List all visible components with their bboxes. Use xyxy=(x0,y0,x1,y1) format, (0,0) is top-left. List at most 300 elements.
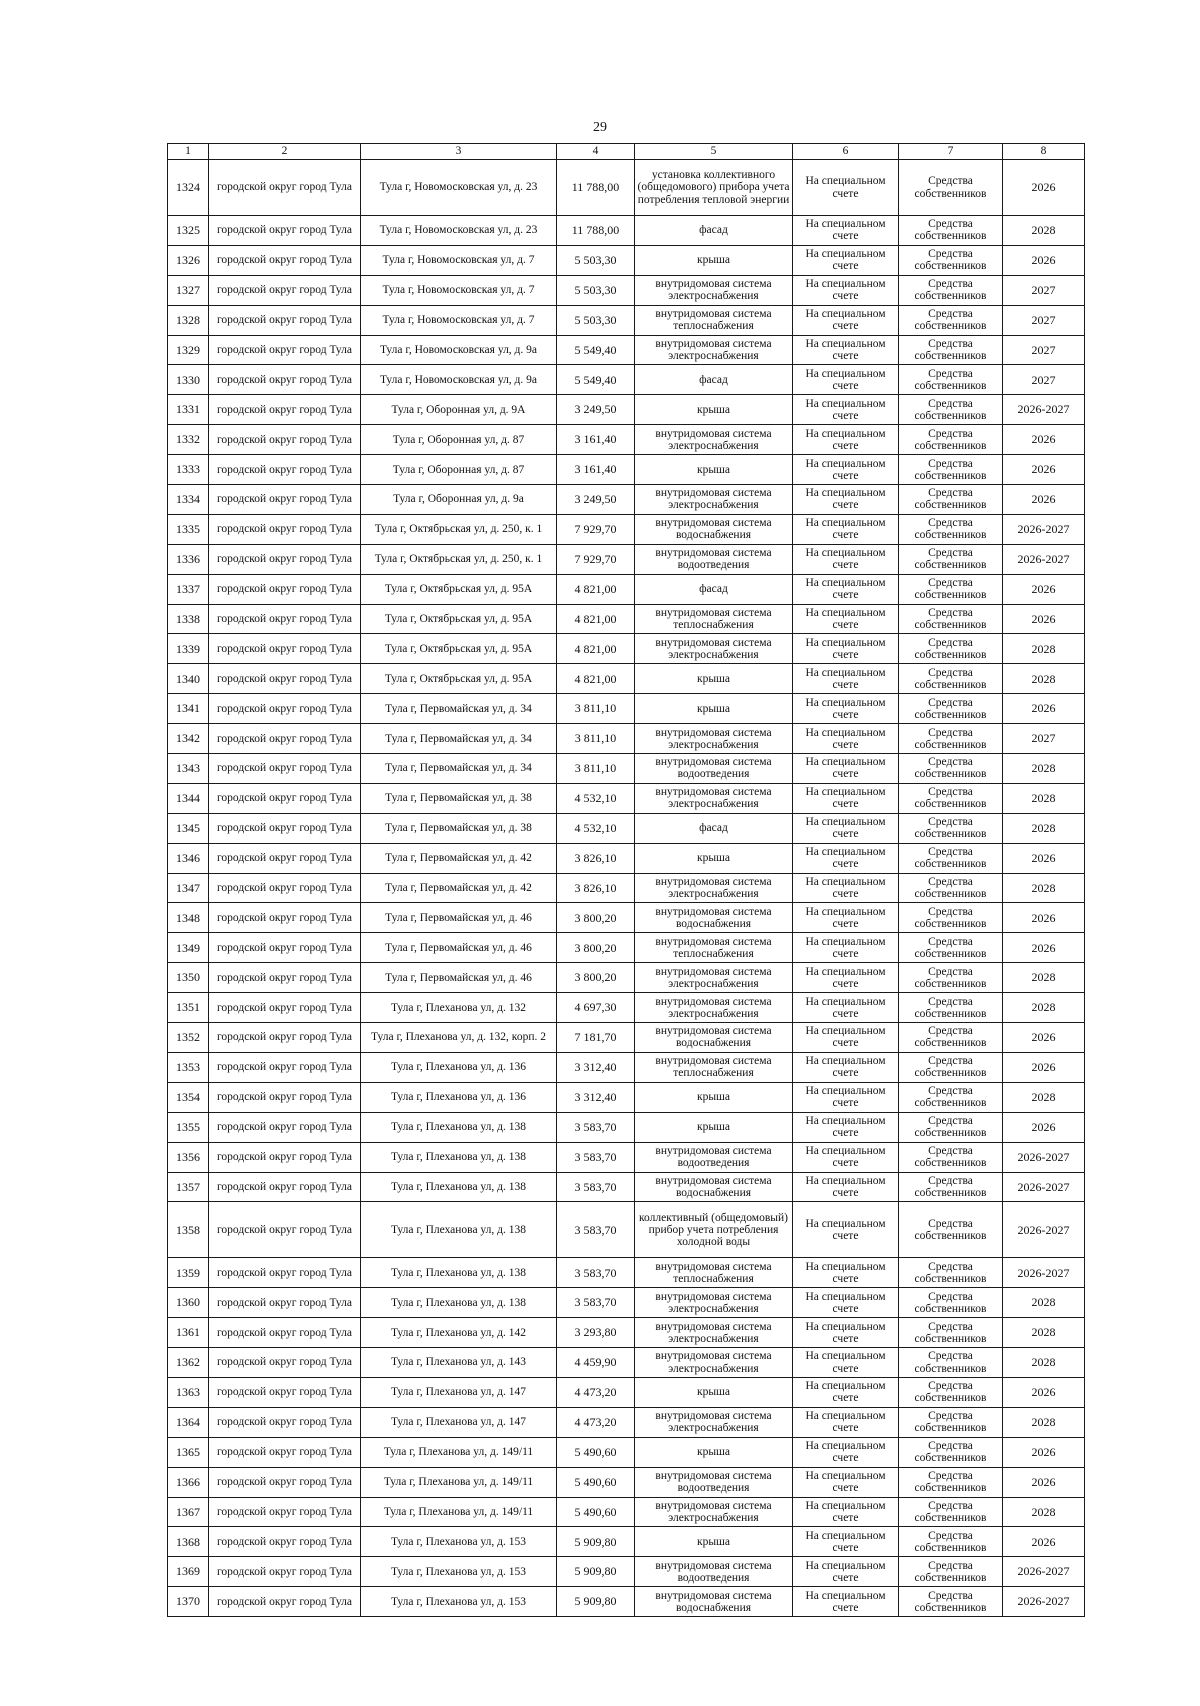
fund-account-cell: На специальном счете xyxy=(793,305,899,335)
fund-account-cell: На специальном счете xyxy=(793,1318,899,1348)
work-type-cell: крыша xyxy=(635,694,793,724)
area-cell: 3 583,70 xyxy=(557,1258,635,1288)
row-number-cell: 1365 xyxy=(168,1437,209,1467)
municipality-cell: городской округ город Тула xyxy=(209,1142,361,1172)
row-number-cell: 1360 xyxy=(168,1288,209,1318)
funding-source-cell: Средства собственников xyxy=(899,873,1003,903)
address-cell: Тула г, Плеханова ул, д. 138 xyxy=(361,1288,557,1318)
planned-year-cell: 2026 xyxy=(1003,1437,1085,1467)
fund-account-cell: На специальном счете xyxy=(793,1527,899,1557)
funding-source-cell: Средства собственников xyxy=(899,813,1003,843)
fund-account-cell: На специальном счете xyxy=(793,275,899,305)
work-type-cell: крыша xyxy=(635,395,793,425)
fund-account-cell: На специальном счете xyxy=(793,1407,899,1437)
planned-year-cell: 2027 xyxy=(1003,365,1085,395)
funding-source-cell: Средства собственников xyxy=(899,1258,1003,1288)
area-cell: 3 826,10 xyxy=(557,873,635,903)
address-cell: Тула г, Октябрьская ул, д. 95А xyxy=(361,664,557,694)
fund-account-cell: На специальном счете xyxy=(793,1437,899,1467)
area-cell: 4 459,90 xyxy=(557,1348,635,1378)
planned-year-cell: 2026-2027 xyxy=(1003,1557,1085,1587)
table-row xyxy=(168,1467,1085,1497)
fund-account-cell: На специальном счете xyxy=(793,634,899,664)
funding-source-cell: Средства собственников xyxy=(899,694,1003,724)
row-number-cell: 1353 xyxy=(168,1052,209,1082)
fund-account-cell: На специальном счете xyxy=(793,485,899,515)
municipality-cell: городской округ город Тула xyxy=(209,305,361,335)
work-type-cell: внутридомовая система электроснабжения xyxy=(635,873,793,903)
work-type-cell: фасад xyxy=(635,365,793,395)
row-number-cell: 1352 xyxy=(168,1023,209,1053)
municipality-cell: городской округ город Тула xyxy=(209,1052,361,1082)
table-row xyxy=(168,305,1085,335)
table-row xyxy=(168,1112,1085,1142)
table-row xyxy=(168,514,1085,544)
planned-year-cell: 2026 xyxy=(1003,574,1085,604)
address-cell: Тула г, Новомосковская ул, д. 23 xyxy=(361,216,557,246)
column-header-2: 2 xyxy=(209,144,361,160)
planned-year-cell: 2026 xyxy=(1003,1112,1085,1142)
work-type-cell: установка коллективного (общедомового) прибора учета потребления тепловой энергии xyxy=(635,160,793,216)
row-number-cell: 1345 xyxy=(168,813,209,843)
table-row xyxy=(168,395,1085,425)
row-number-cell: 1347 xyxy=(168,873,209,903)
funding-source-cell: Средства собственников xyxy=(899,216,1003,246)
area-cell: 3 811,10 xyxy=(557,694,635,724)
area-cell: 3 811,10 xyxy=(557,724,635,754)
funding-source-cell: Средства собственников xyxy=(899,1318,1003,1348)
funding-source-cell: Средства собственников xyxy=(899,664,1003,694)
area-cell: 4 821,00 xyxy=(557,604,635,634)
municipality-cell: городской округ город Тула xyxy=(209,634,361,664)
planned-year-cell: 2026 xyxy=(1003,903,1085,933)
row-number-cell: 1349 xyxy=(168,933,209,963)
work-type-cell: крыша xyxy=(635,664,793,694)
municipality-cell: городской округ город Тула xyxy=(209,724,361,754)
row-number-cell: 1331 xyxy=(168,395,209,425)
planned-year-cell: 2026 xyxy=(1003,245,1085,275)
area-cell: 4 473,20 xyxy=(557,1377,635,1407)
row-number-cell: 1346 xyxy=(168,843,209,873)
work-type-cell: внутридомовая система водоотведения xyxy=(635,1557,793,1587)
funding-source-cell: Средства собственников xyxy=(899,485,1003,515)
municipality-cell: городской округ город Тула xyxy=(209,1288,361,1318)
address-cell: Тула г, Плеханова ул, д. 153 xyxy=(361,1527,557,1557)
municipality-cell: городской округ город Тула xyxy=(209,1082,361,1112)
municipality-cell: городской округ город Тула xyxy=(209,664,361,694)
municipality-cell: городской округ город Тула xyxy=(209,783,361,813)
funding-source-cell: Средства собственников xyxy=(899,1112,1003,1142)
municipality-cell: городской округ город Тула xyxy=(209,1557,361,1587)
fund-account-cell: На специальном счете xyxy=(793,395,899,425)
row-number-cell: 1338 xyxy=(168,604,209,634)
work-type-cell: внутридомовая система теплоснабжения xyxy=(635,305,793,335)
work-type-cell: крыша xyxy=(635,1082,793,1112)
municipality-cell: городской округ город Тула xyxy=(209,455,361,485)
area-cell: 4 532,10 xyxy=(557,783,635,813)
row-number-cell: 1337 xyxy=(168,574,209,604)
municipality-cell: городской округ город Тула xyxy=(209,963,361,993)
planned-year-cell: 2026 xyxy=(1003,1527,1085,1557)
row-number-cell: 1362 xyxy=(168,1348,209,1378)
work-type-cell: внутридомовая система электроснабжения xyxy=(635,275,793,305)
table-row xyxy=(168,1557,1085,1587)
fund-account-cell: На специальном счете xyxy=(793,1557,899,1587)
row-number-cell: 1367 xyxy=(168,1497,209,1527)
planned-year-cell: 2026 xyxy=(1003,485,1085,515)
municipality-cell: городской округ город Тула xyxy=(209,1258,361,1288)
municipality-cell: городской округ город Тула xyxy=(209,1172,361,1202)
area-cell: 11 788,00 xyxy=(557,216,635,246)
funding-source-cell: Средства собственников xyxy=(899,1202,1003,1258)
area-cell: 5 490,60 xyxy=(557,1497,635,1527)
row-number-cell: 1343 xyxy=(168,754,209,784)
funding-source-cell: Средства собственников xyxy=(899,1587,1003,1617)
table-row xyxy=(168,455,1085,485)
fund-account-cell: На специальном счете xyxy=(793,1587,899,1617)
area-cell: 3 583,70 xyxy=(557,1202,635,1258)
address-cell: Тула г, Плеханова ул, д. 138 xyxy=(361,1112,557,1142)
planned-year-cell: 2026-2027 xyxy=(1003,395,1085,425)
area-cell: 3 800,20 xyxy=(557,933,635,963)
address-cell: Тула г, Первомайская ул, д. 46 xyxy=(361,963,557,993)
planned-year-cell: 2027 xyxy=(1003,275,1085,305)
planned-year-cell: 2026-2027 xyxy=(1003,514,1085,544)
fund-account-cell: На специальном счете xyxy=(793,843,899,873)
work-type-cell: внутридомовая система водоотведения xyxy=(635,544,793,574)
funding-source-cell: Средства собственников xyxy=(899,425,1003,455)
funding-source-cell: Средства собственников xyxy=(899,1527,1003,1557)
address-cell: Тула г, Первомайская ул, д. 38 xyxy=(361,813,557,843)
row-number-cell: 1348 xyxy=(168,903,209,933)
row-number-cell: 1359 xyxy=(168,1258,209,1288)
work-type-cell: внутридомовая система водоснабжения xyxy=(635,1587,793,1617)
fund-account-cell: На специальном счете xyxy=(793,1112,899,1142)
fund-account-cell: На специальном счете xyxy=(793,1497,899,1527)
work-type-cell: крыша xyxy=(635,1377,793,1407)
table-row xyxy=(168,1587,1085,1617)
area-cell: 5 549,40 xyxy=(557,335,635,365)
work-type-cell: крыша xyxy=(635,1112,793,1142)
area-cell: 3 583,70 xyxy=(557,1288,635,1318)
funding-source-cell: Средства собственников xyxy=(899,783,1003,813)
address-cell: Тула г, Оборонная ул, д. 87 xyxy=(361,425,557,455)
municipality-cell: городской округ город Тула xyxy=(209,933,361,963)
funding-source-cell: Средства собственников xyxy=(899,1052,1003,1082)
table-row xyxy=(168,1527,1085,1557)
address-cell: Тула г, Первомайская ул, д. 34 xyxy=(361,754,557,784)
planned-year-cell: 2026-2027 xyxy=(1003,1587,1085,1617)
fund-account-cell: На специальном счете xyxy=(793,365,899,395)
table-row xyxy=(168,783,1085,813)
table-row xyxy=(168,694,1085,724)
address-cell: Тула г, Первомайская ул, д. 34 xyxy=(361,724,557,754)
address-cell: Тула г, Октябрьская ул, д. 95А xyxy=(361,604,557,634)
work-type-cell: внутридомовая система теплоснабжения xyxy=(635,1258,793,1288)
row-number-cell: 1328 xyxy=(168,305,209,335)
municipality-cell: городской округ город Тула xyxy=(209,903,361,933)
table-row xyxy=(168,245,1085,275)
municipality-cell: городской округ город Тула xyxy=(209,993,361,1023)
funding-source-cell: Средства собственников xyxy=(899,395,1003,425)
table-row xyxy=(168,1288,1085,1318)
table-row xyxy=(168,1407,1085,1437)
fund-account-cell: На специальном счете xyxy=(793,1288,899,1318)
repair-schedule-table xyxy=(167,143,1085,1617)
funding-source-cell: Средства собственников xyxy=(899,903,1003,933)
funding-source-cell: Средства собственников xyxy=(899,1082,1003,1112)
table-row xyxy=(168,933,1085,963)
table-row xyxy=(168,1258,1085,1288)
area-cell: 4 532,10 xyxy=(557,813,635,843)
fund-account-cell: На специальном счете xyxy=(793,245,899,275)
funding-source-cell: Средства собственников xyxy=(899,634,1003,664)
area-cell: 3 161,40 xyxy=(557,425,635,455)
table-row xyxy=(168,574,1085,604)
work-type-cell: крыша xyxy=(635,1437,793,1467)
planned-year-cell: 2026 xyxy=(1003,160,1085,216)
address-cell: Тула г, Плеханова ул, д. 153 xyxy=(361,1587,557,1617)
planned-year-cell: 2026 xyxy=(1003,1377,1085,1407)
planned-year-cell: 2026 xyxy=(1003,455,1085,485)
row-number-cell: 1363 xyxy=(168,1377,209,1407)
area-cell: 5 549,40 xyxy=(557,365,635,395)
planned-year-cell: 2028 xyxy=(1003,873,1085,903)
municipality-cell: городской округ город Тула xyxy=(209,1112,361,1142)
address-cell: Тула г, Новомосковская ул, д. 7 xyxy=(361,305,557,335)
table-row xyxy=(168,544,1085,574)
area-cell: 5 909,80 xyxy=(557,1527,635,1557)
address-cell: Тула г, Октябрьская ул, д. 250, к. 1 xyxy=(361,544,557,574)
fund-account-cell: На специальном счете xyxy=(793,514,899,544)
table-row xyxy=(168,903,1085,933)
funding-source-cell: Средства собственников xyxy=(899,1142,1003,1172)
work-type-cell: фасад xyxy=(635,574,793,604)
work-type-cell: внутридомовая система электроснабжения xyxy=(635,425,793,455)
address-cell: Тула г, Оборонная ул, д. 9А xyxy=(361,395,557,425)
municipality-cell: городской округ город Тула xyxy=(209,1527,361,1557)
municipality-cell: городской округ город Тула xyxy=(209,425,361,455)
fund-account-cell: На специальном счете xyxy=(793,1348,899,1378)
area-cell: 7 929,70 xyxy=(557,544,635,574)
work-type-cell: внутридомовая система теплоснабжения xyxy=(635,604,793,634)
fund-account-cell: На специальном счете xyxy=(793,993,899,1023)
fund-account-cell: На специальном счете xyxy=(793,873,899,903)
row-number-cell: 1361 xyxy=(168,1318,209,1348)
address-cell: Тула г, Октябрьская ул, д. 250, к. 1 xyxy=(361,514,557,544)
row-number-cell: 1350 xyxy=(168,963,209,993)
municipality-cell: городской округ город Тула xyxy=(209,1407,361,1437)
row-number-cell: 1341 xyxy=(168,694,209,724)
row-number-cell: 1368 xyxy=(168,1527,209,1557)
address-cell: Тула г, Новомосковская ул, д. 23 xyxy=(361,160,557,216)
address-cell: Тула г, Октябрьская ул, д. 95А xyxy=(361,574,557,604)
work-type-cell: внутридомовая система теплоснабжения xyxy=(635,1052,793,1082)
fund-account-cell: На специальном счете xyxy=(793,963,899,993)
planned-year-cell: 2028 xyxy=(1003,216,1085,246)
table-row xyxy=(168,1023,1085,1053)
fund-account-cell: На специальном счете xyxy=(793,813,899,843)
table-row xyxy=(168,1437,1085,1467)
funding-source-cell: Средства собственников xyxy=(899,305,1003,335)
row-number-cell: 1351 xyxy=(168,993,209,1023)
fund-account-cell: На специальном счете xyxy=(793,1172,899,1202)
address-cell: Тула г, Плеханова ул, д. 147 xyxy=(361,1407,557,1437)
table-row xyxy=(168,993,1085,1023)
municipality-cell: городской округ город Тула xyxy=(209,1467,361,1497)
work-type-cell: внутридомовая система водоснабжения xyxy=(635,903,793,933)
column-header-3: 3 xyxy=(361,144,557,160)
address-cell: Тула г, Плеханова ул, д. 136 xyxy=(361,1052,557,1082)
work-type-cell: внутридомовая система водоотведения xyxy=(635,754,793,784)
row-number-cell: 1332 xyxy=(168,425,209,455)
planned-year-cell: 2026 xyxy=(1003,1023,1085,1053)
planned-year-cell: 2028 xyxy=(1003,1288,1085,1318)
area-cell: 3 312,40 xyxy=(557,1082,635,1112)
address-cell: Тула г, Первомайская ул, д. 38 xyxy=(361,783,557,813)
table-row xyxy=(168,843,1085,873)
work-type-cell: внутридомовая система водоснабжения xyxy=(635,514,793,544)
table-row xyxy=(168,1172,1085,1202)
funding-source-cell: Средства собственников xyxy=(899,1023,1003,1053)
work-type-cell: фасад xyxy=(635,813,793,843)
row-number-cell: 1364 xyxy=(168,1407,209,1437)
work-type-cell: внутридомовая система электроснабжения xyxy=(635,634,793,664)
planned-year-cell: 2026 xyxy=(1003,933,1085,963)
funding-source-cell: Средства собственников xyxy=(899,1407,1003,1437)
municipality-cell: городской округ город Тула xyxy=(209,1348,361,1378)
table-row xyxy=(168,604,1085,634)
row-number-cell: 1335 xyxy=(168,514,209,544)
fund-account-cell: На специальном счете xyxy=(793,425,899,455)
municipality-cell: городской округ город Тула xyxy=(209,485,361,515)
fund-account-cell: На специальном счете xyxy=(793,604,899,634)
work-type-cell: крыша xyxy=(635,455,793,485)
fund-account-cell: На специальном счете xyxy=(793,335,899,365)
area-cell: 3 583,70 xyxy=(557,1142,635,1172)
fund-account-cell: На специальном счете xyxy=(793,1142,899,1172)
planned-year-cell: 2026-2027 xyxy=(1003,1172,1085,1202)
municipality-cell: городской округ город Тула xyxy=(209,395,361,425)
address-cell: Тула г, Первомайская ул, д. 34 xyxy=(361,694,557,724)
planned-year-cell: 2026-2027 xyxy=(1003,1202,1085,1258)
table-row xyxy=(168,216,1085,246)
municipality-cell: городской округ город Тула xyxy=(209,813,361,843)
row-number-cell: 1369 xyxy=(168,1557,209,1587)
repair-schedule-table-container xyxy=(167,143,1084,1617)
address-cell: Тула г, Плеханова ул, д. 132 xyxy=(361,993,557,1023)
work-type-cell: крыша xyxy=(635,1527,793,1557)
funding-source-cell: Средства собственников xyxy=(899,724,1003,754)
fund-account-cell: На специальном счете xyxy=(793,694,899,724)
fund-account-cell: На специальном счете xyxy=(793,903,899,933)
fund-account-cell: На специальном счете xyxy=(793,783,899,813)
funding-source-cell: Средства собственников xyxy=(899,1348,1003,1378)
municipality-cell: городской округ город Тула xyxy=(209,1437,361,1467)
row-number-cell: 1356 xyxy=(168,1142,209,1172)
planned-year-cell: 2028 xyxy=(1003,1497,1085,1527)
planned-year-cell: 2028 xyxy=(1003,1318,1085,1348)
work-type-cell: внутридомовая система электроснабжения xyxy=(635,963,793,993)
row-number-cell: 1334 xyxy=(168,485,209,515)
address-cell: Тула г, Плеханова ул, д. 138 xyxy=(361,1202,557,1258)
municipality-cell: городской округ город Тула xyxy=(209,1587,361,1617)
funding-source-cell: Средства собственников xyxy=(899,160,1003,216)
table-row xyxy=(168,275,1085,305)
row-number-cell: 1370 xyxy=(168,1587,209,1617)
row-number-cell: 1357 xyxy=(168,1172,209,1202)
funding-source-cell: Средства собственников xyxy=(899,1377,1003,1407)
table-row xyxy=(168,365,1085,395)
fund-account-cell: На специальном счете xyxy=(793,724,899,754)
address-cell: Тула г, Плеханова ул, д. 147 xyxy=(361,1377,557,1407)
municipality-cell: городской округ город Тула xyxy=(209,1023,361,1053)
area-cell: 5 909,80 xyxy=(557,1587,635,1617)
funding-source-cell: Средства собственников xyxy=(899,1497,1003,1527)
address-cell: Тула г, Первомайская ул, д. 46 xyxy=(361,903,557,933)
fund-account-cell: На специальном счете xyxy=(793,574,899,604)
address-cell: Тула г, Плеханова ул, д. 138 xyxy=(361,1258,557,1288)
planned-year-cell: 2027 xyxy=(1003,335,1085,365)
municipality-cell: городской округ город Тула xyxy=(209,604,361,634)
planned-year-cell: 2026-2027 xyxy=(1003,1258,1085,1288)
work-type-cell: внутридомовая система электроснабжения xyxy=(635,1318,793,1348)
municipality-cell: городской округ город Тула xyxy=(209,365,361,395)
municipality-cell: городской округ город Тула xyxy=(209,514,361,544)
table-row xyxy=(168,1202,1085,1258)
funding-source-cell: Средства собственников xyxy=(899,933,1003,963)
planned-year-cell: 2028 xyxy=(1003,783,1085,813)
row-number-cell: 1327 xyxy=(168,275,209,305)
area-cell: 5 503,30 xyxy=(557,275,635,305)
fund-account-cell: На специальном счете xyxy=(793,544,899,574)
planned-year-cell: 2028 xyxy=(1003,1082,1085,1112)
funding-source-cell: Средства собственников xyxy=(899,275,1003,305)
work-type-cell: внутридомовая система теплоснабжения xyxy=(635,933,793,963)
column-header-4: 4 xyxy=(557,144,635,160)
fund-account-cell: На специальном счете xyxy=(793,754,899,784)
fund-account-cell: На специальном счете xyxy=(793,1377,899,1407)
funding-source-cell: Средства собственников xyxy=(899,514,1003,544)
fund-account-cell: На специальном счете xyxy=(793,1082,899,1112)
row-number-cell: 1326 xyxy=(168,245,209,275)
work-type-cell: внутридомовая система электроснабжения xyxy=(635,1407,793,1437)
address-cell: Тула г, Октябрьская ул, д. 95А xyxy=(361,634,557,664)
fund-account-cell: На специальном счете xyxy=(793,216,899,246)
table-row xyxy=(168,1318,1085,1348)
table-row xyxy=(168,1348,1085,1378)
row-number-cell: 1354 xyxy=(168,1082,209,1112)
planned-year-cell: 2027 xyxy=(1003,305,1085,335)
area-cell: 3 811,10 xyxy=(557,754,635,784)
work-type-cell: внутридомовая система электроснабжения xyxy=(635,485,793,515)
row-number-cell: 1330 xyxy=(168,365,209,395)
funding-source-cell: Средства собственников xyxy=(899,574,1003,604)
column-header-7: 7 xyxy=(899,144,1003,160)
work-type-cell: внутридомовая система водоотведения xyxy=(635,1142,793,1172)
planned-year-cell: 2026 xyxy=(1003,1467,1085,1497)
work-type-cell: внутридомовая система электроснабжения xyxy=(635,335,793,365)
area-cell: 3 583,70 xyxy=(557,1172,635,1202)
area-cell: 3 800,20 xyxy=(557,963,635,993)
work-type-cell: внутридомовая система водоотведения xyxy=(635,1467,793,1497)
work-type-cell: внутридомовая система электроснабжения xyxy=(635,1288,793,1318)
table-row xyxy=(168,160,1085,216)
planned-year-cell: 2026 xyxy=(1003,843,1085,873)
address-cell: Тула г, Оборонная ул, д. 9а xyxy=(361,485,557,515)
column-header-5: 5 xyxy=(635,144,793,160)
table-row xyxy=(168,1497,1085,1527)
